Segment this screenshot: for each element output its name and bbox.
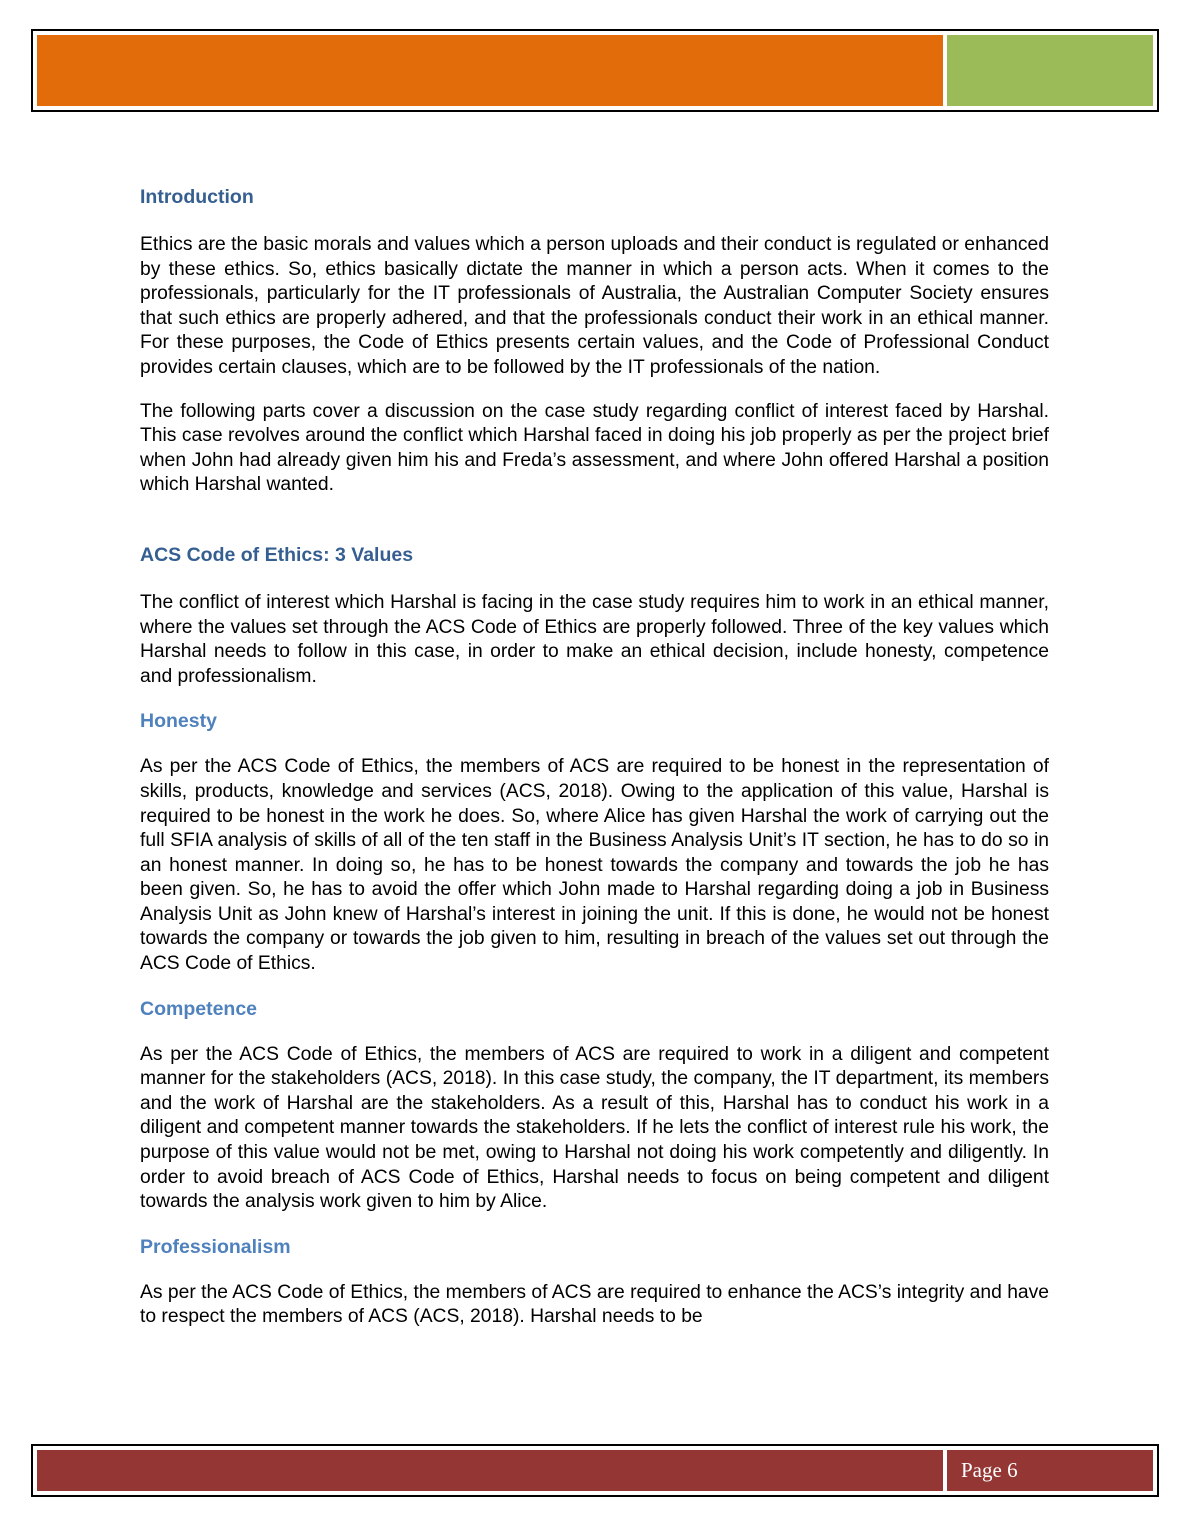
footer-bar — [37, 1450, 943, 1491]
document-body — [140, 184, 1049, 1349]
heading-honesty: Honesty — [140, 710, 217, 733]
competence-paragraph: As per the ACS Code of Ethics, the members of ACS are required to work in a diligent and competent manner for the stakeholders (ACS, 2018). In this case study, the company, the IT department, its members and the work of Harshal are the stakeholders. As a result of this, Harshal has to conduct his work in a diligent and competent manner towards the stakeholders. If he lets the conflict of interest rule his work, the purpose of this value would not be met, owing to Harshal not doing his work competently and diligently. In order to avoid breach of ACS Code of Ethics, Harshal needs to focus on being competent and diligent towards the analysis work given to him by Alice. — [140, 1043, 1049, 1213]
intro-paragraph-1: Ethics are the basic morals and values which a person uploads and their conduct is regulated or enhanced by these ethics. So, ethics basically dictate the manner in which a person acts. When it comes to the professionals, particularly for the IT professionals of Australia, the Australian Computer Society ensures that such ethics are properly adhered, and that the professionals conduct their work in an ethical manner. For these purposes, the Code of Ethics presents certain values, and the Code of Professional Conduct provides certain clauses, which are to be followed by the IT professionals of the nation. — [140, 234, 1049, 378]
footer-band — [31, 1444, 1159, 1497]
header-band — [31, 29, 1159, 112]
heading-competence: Competence — [140, 997, 258, 1020]
acs-paragraph: The conflict of interest which Harshal is facing in the case study requires him to work in an ethical manner, where the values set through the ACS Code of Ethics are properly followed. Three of the key values which Harshal needs to follow in this case, in order to make an ethical decision, include honesty, competence and professionalism. — [140, 591, 1049, 687]
page-number: Page 6 — [947, 1450, 1153, 1491]
heading-introduction: Introduction — [140, 186, 254, 208]
header-bar-orange — [37, 35, 943, 106]
intro-paragraph-2: The following parts cover a discussion on the case study regarding conflict of interest faced by Harshal. This case revolves around the conflict which Harshal faced in doing his job properly as per the project brief when John had already given him his and Freda’s assessment, and where John offered Harshal a position which Harshal wanted. — [140, 400, 1049, 496]
professionalism-paragraph: As per the ACS Code of Ethics, the members of ACS are required to enhance the ACS’s integrity and have to respect the members of ACS (ACS, 2018). Harshal needs to be — [140, 1281, 1049, 1328]
heading-acs-values: ACS Code of Ethics: 3 Values — [140, 543, 414, 566]
header-bar-green — [947, 35, 1153, 106]
honesty-paragraph: As per the ACS Code of Ethics, the members of ACS are required to be honest in the representation of skills, products, knowledge and services (ACS, 2018). Owing to the application of this value, Harshal is required to be honest in the work he does. So, where Alice has given Harshal the work of carrying out the full SFIA analysis of skills of all of the ten staff in the Business Analysis Unit’s IT section, he has to do so in an honest manner. In doing so, he has to be honest towards the company and towards the job he has been given. So, he has to avoid the offer which John made to Harshal regarding doing a job in Business Analysis Unit as John knew of Harshal’s interest in joining the unit. If this is done, he would not be honest towards the company or towards the job given to him, resulting in breach of the values set out through the ACS Code of Ethics. — [140, 756, 1049, 975]
heading-professionalism: Professionalism — [140, 1235, 291, 1258]
